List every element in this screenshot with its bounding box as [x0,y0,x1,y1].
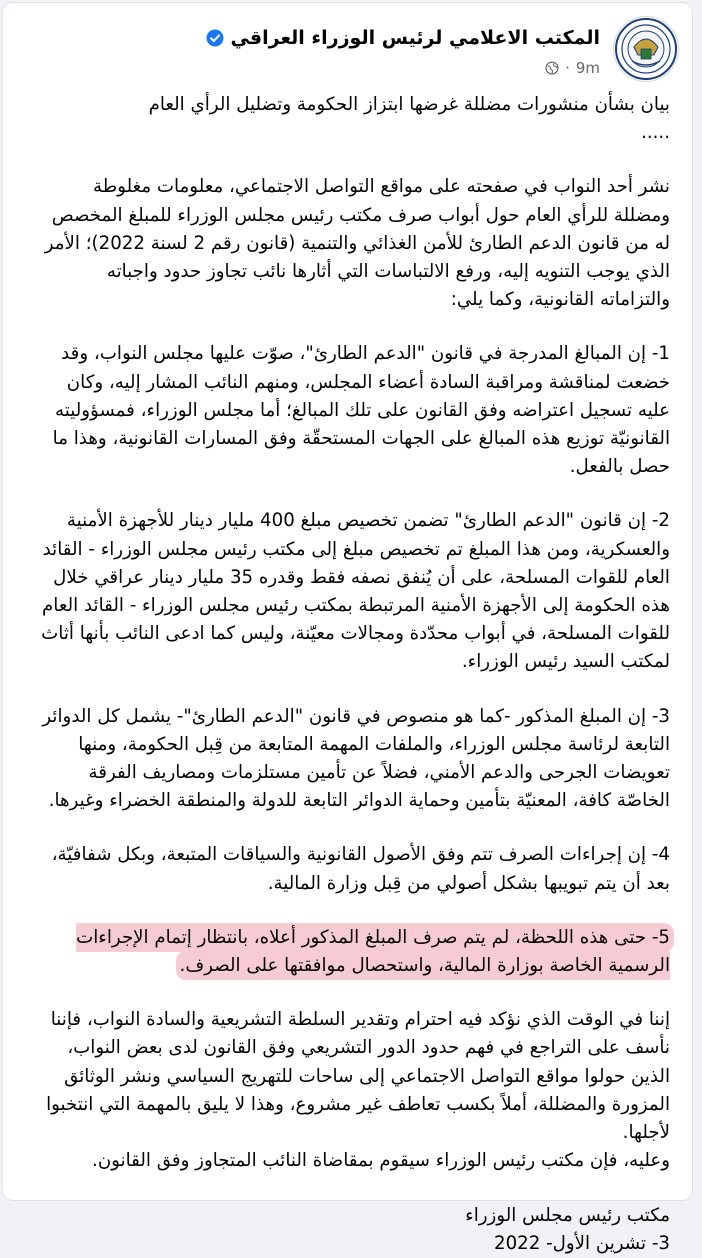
point-5-highlighted [33,924,670,980]
signature: مكتب رئيس مجلس الوزراء [465,1204,670,1226]
post-card [3,3,692,1254]
author-name[interactable]: المكتب الاعلامي لرئيس الوزراء العراقي [230,27,600,49]
point-3: 3- إن المبلغ المذكور -كما هو منصوص في قانون "الدعم الطارئ"- يشمل كل الدوائر التابعة لرئاسة مجلس الوزراء، والملفات المهمة المتابعة من قِبل الحكومة، ومنها تعويضات الجرحى والدعم الأمني، فضلاً عن تأمين مستلزمات ومصاريف الفرقة الخاصّة كافة، المعنيّة بتأمين وحماية الدوائر التابعة للدولة والمنطقة الخضراء وغيرها. [42,705,670,812]
post-header [17,17,678,87]
post-body [33,91,670,1258]
seal-icon [614,17,678,81]
statement-date: 3- تشرين الأول- 2022 [494,1232,670,1254]
point-4: 4- إن إجراءات الصرف تتم وفق الأصول القانونية والسياقات المتبعة، وبكل شفافيّة، بعد أن يتم تبويبها بشكل أصولي من قِبل وزارة المالية. [51,844,670,894]
point-1: 1- إن المبالغ المدرجة في قانون "الدعم الطارئ"، صوّت عليها مجلس النواب، وقد خضعت لمناقشة ومراقبة السادة أعضاء المجلس، ومنهم النائب المشار إليه، وكان عليه تسجيل اعتراضه وفق القانون على تلك المبالغ؛ أما مجلس الوزراء، فمسؤوليته القانونيّة توزيع هذه المبالغ على الجهات المستحقّة وفق المسارات القانونية، وهذا ما حصل بالفعل. [52,343,670,478]
post-meta [545,59,600,77]
highlight-mark: 5- حتى هذه اللحظة، لم يتم صرف المبلغ المذكور أعلاه، بانتظار إتمام الإجراءات الرسمية الخاصة بوزارة المالية، واستحصال موافقتها على الصرف. [76,926,670,977]
post-time[interactable]: 9m [575,59,600,77]
statement-title: بيان بشأن منشورات مضللة غرضها ابتزاز الحكومة وتضليل الرأي العام [148,94,670,115]
verified-badge-icon [206,29,224,47]
meta-separator: · [565,59,570,77]
closing-line: وعليه، فإن مكتب رئيس الوزراء سيقوم بمقاضاة النائب المتجاوز وفق القانون. [92,1150,670,1172]
page-avatar[interactable] [614,17,678,81]
author-row [206,27,600,49]
title-dots: ..... [641,122,670,144]
point-2: 2- إن قانون "الدعم الطارئ" تضمن تخصيص مبلغ 400 مليار دينار للأجهزة الأمنية والعسكرية، ومن هذا المبلغ تم تخصيص مبلغ إلى مكتب رئيس مجلس الوزراء - القائد العام للقوات المسلحة، على أن يُنفق نصفه فقط وقدره 35 مليار دينار عراقي خلال هذه الحكومة إلى الأجهزة الأمنية المرتبطة بمكتب رئيس مجلس الوزراء - القائد العام للقوات المسلحة، في أبواب محدّدة ومجالات معيّنة، وليس كما ادعى النائب بأنها أثاث لمكتب السيد رئيس الوزراء. [41,510,670,673]
globe-icon [545,61,559,75]
intro-paragraph: نشر أحد النواب في صفحته على مواقع التواصل الاجتماعي، معلومات مغلوطة ومضللة للرأي العام حول أبواب صرف مكتب رئيس مجلس الوزراء للمبلغ المخصص له من قانون الدعم الطارئ للأمن الغذائي والتنمية (قانون رقم 2 لسنة 2022)؛ الأمر الذي يوجب التنويه إليه، ورفع الالتباسات التي أثارها نائب تجاوز حدود واجباته والتزاماته القانونية، وكما يلي: [44,176,670,311]
closing-paragraph: إننا في الوقت الذي نؤكد فيه احترام وتقدير السلطة التشريعية والسادة النواب، فإننا نأسف على التراجع في فهم حدود الدور التشريعي وفق القانون لدى بعض النواب، الذين حولوا مواقع التواصل الاجتماعي إلى ساحات للتهريج السياسي ونشر الوثائق المزورة والمضللة، أملاً بكسب تعاطف غير مشروع، وهذا لا يليق بالمهمة التي انتخبوا لأجلها. [46,1009,670,1144]
